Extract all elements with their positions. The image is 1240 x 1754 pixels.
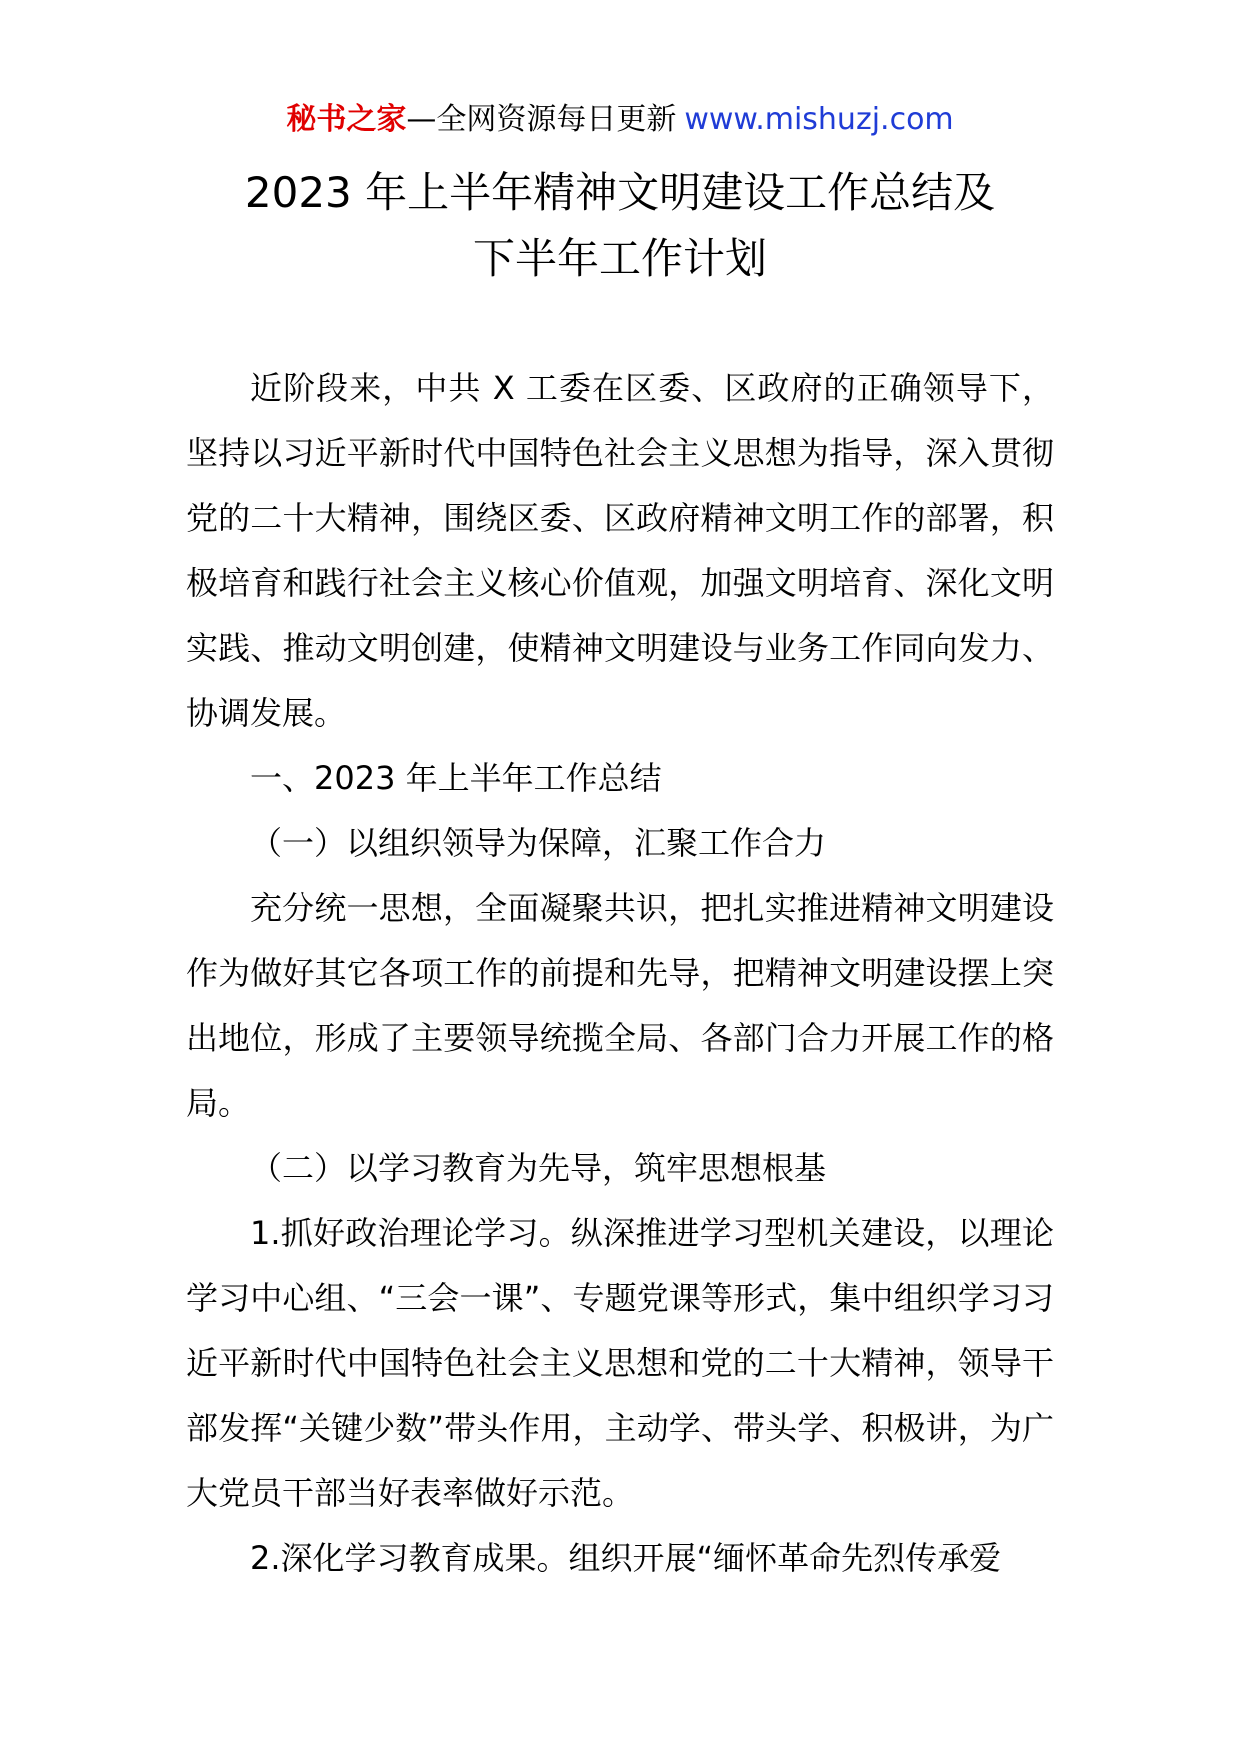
- body-paragraph: 2.深化学习教育成果。组织开展“缅怀革命先烈传承爱: [250, 1539, 1002, 1577]
- watermark-tagline: —全网资源每日更新: [406, 102, 677, 137]
- subsection-heading-1: （一）以组织领导为保障，汇聚工作合力: [250, 824, 827, 862]
- document-title: [150, 160, 1090, 292]
- watermark-url: www.mishuzj.com: [684, 102, 954, 137]
- intro-paragraph: 近阶段来，中共 X 工委在区委、区政府的正确领导下，坚持以习近平新时代中国特色社会主义思想为指导，深入贯彻党的二十大精神，围绕区委、区政府精神文明工作的部署，积极培育和践行社会主义核心价值观，加强文明培育、深化文明实践、推动文明创建，使精神文明建设与业务工作同向发力、协调发展。: [186, 369, 1054, 732]
- title-line-1: 2023 年上半年精神文明建设工作总结及: [244, 168, 996, 217]
- site-watermark: [0, 100, 1240, 140]
- title-line-2: 下半年工作计划: [472, 234, 767, 283]
- body-paragraph: 充分统一思想，全面凝聚共识，把扎实推进精神文明建设作为做好其它各项工作的前提和先导，把精神文明建设摆上突出地位，形成了主要领导统揽全局、各部门合力开展工作的格局。: [186, 889, 1054, 1122]
- subsection-heading-2: （二）以学习教育为先导，筑牢思想根基: [250, 1149, 827, 1187]
- section-heading-1: 一、2023 年上半年工作总结: [250, 759, 662, 797]
- body-paragraph: 1.抓好政治理论学习。纵深推进学习型机关建设，以理论学习中心组、“三会一课”、专题党课等形式，集中组织学习习近平新时代中国特色社会主义思想和党的二十大精神，领导干部发挥“关键少数”带头作用，主动学、带头学、积极讲，为广大党员干部当好表率做好示范。: [186, 1214, 1054, 1512]
- document-body: [186, 356, 1054, 1591]
- watermark-brand: 秘书之家: [286, 102, 407, 137]
